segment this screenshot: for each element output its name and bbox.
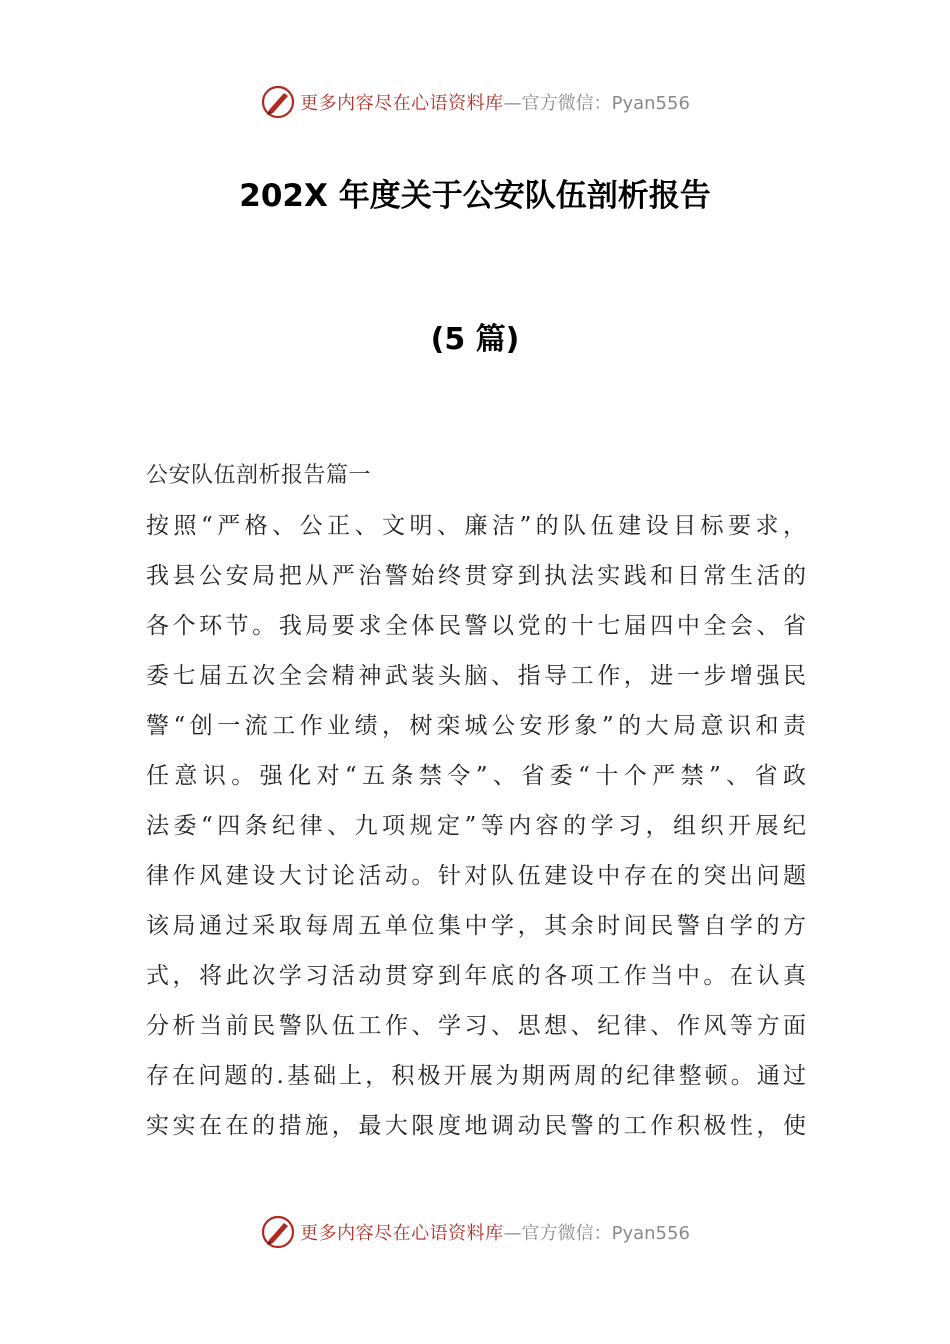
watermark-contact-text: —官方微信：Pyan556	[503, 1223, 690, 1244]
pen-logo-icon	[260, 1214, 296, 1250]
watermark-brand-text: 更多内容尽在心语资料库	[300, 1223, 504, 1244]
watermark-contact-text: —官方微信：Pyan556	[503, 93, 690, 114]
body-line: 任意识。强化对“五条禁令”、省委“十个严禁”、省政	[146, 763, 806, 789]
body-line: 分析当前民警队伍工作、学习、思想、纪律、作风等方面	[146, 1013, 806, 1039]
body-line: 律作风建设大讨论活动。针对队伍建设中存在的突出问题	[146, 863, 806, 889]
footer-watermark	[0, 1212, 950, 1252]
document-title: 202X 年度关于公安队伍剖析报告	[239, 178, 711, 214]
body-line: 法委“四条纪律、九项规定”等内容的学习，组织开展纪	[146, 813, 806, 839]
body-line: 存在问题的.基础上，积极开展为期两周的纪律整顿。通过	[146, 1063, 806, 1089]
watermark-brand-text: 更多内容尽在心语资料库	[300, 93, 504, 114]
body-line: 实实在在的措施，最大限度地调动民警的工作积极性，使	[146, 1113, 806, 1139]
body-line: 按照“严格、公正、文明、廉洁”的队伍建设目标要求，	[146, 513, 806, 539]
body-text	[146, 504, 806, 1154]
section-heading: 公安队伍剖析报告篇一	[146, 463, 372, 488]
pen-logo-icon	[260, 84, 296, 120]
body-line: 委七届五次全会精神武装头脑、指导工作，进一步增强民	[146, 663, 806, 689]
document-subtitle: (5 篇)	[430, 322, 520, 357]
body-line: 各个环节。我局要求全体民警以党的十七届四中全会、省	[146, 613, 806, 639]
header-watermark	[0, 82, 950, 122]
body-line: 警“创一流工作业绩，树栾城公安形象”的大局意识和责	[146, 713, 806, 739]
body-line: 该局通过采取每周五单位集中学，其余时间民警自学的方	[146, 913, 806, 939]
body-line: 我县公安局把从严治警始终贯穿到执法实践和日常生活的	[146, 563, 806, 589]
body-line: 式，将此次学习活动贯穿到年底的各项工作当中。在认真	[146, 963, 806, 989]
